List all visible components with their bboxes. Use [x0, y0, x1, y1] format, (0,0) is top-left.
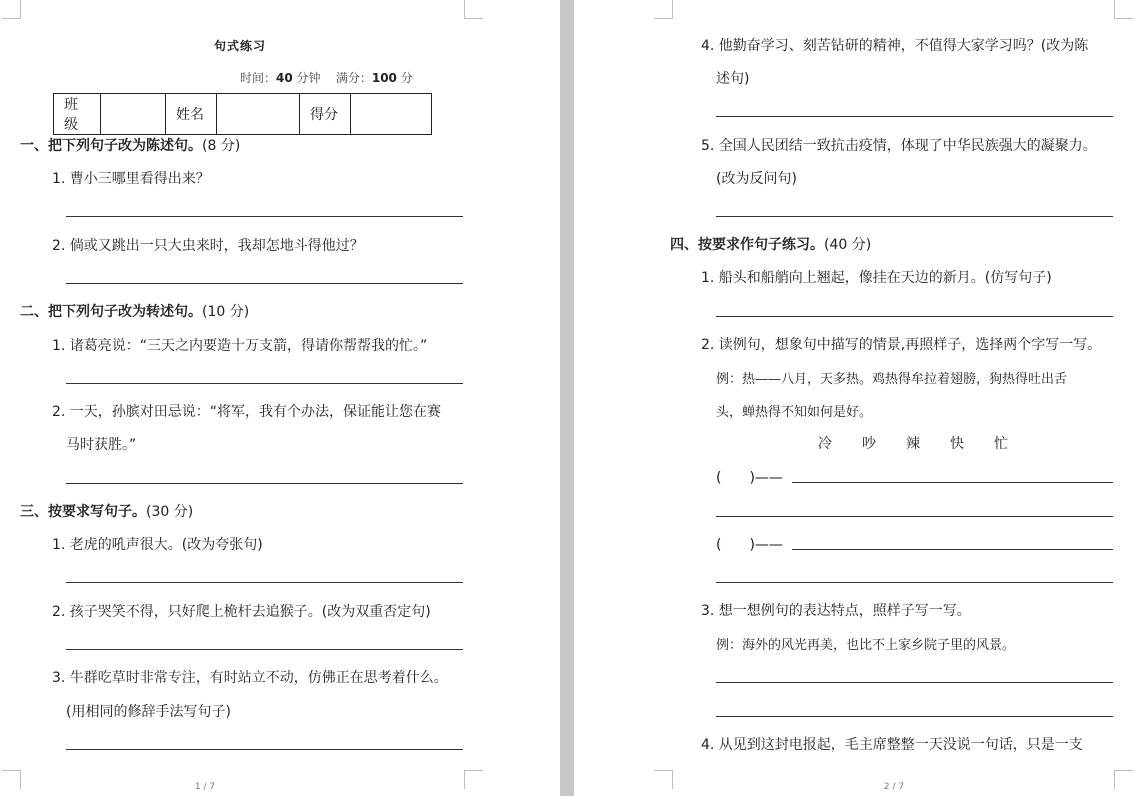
worksheet-title: 句式练习 [214, 39, 267, 53]
section-2-title: 二、把下列句子改为转述句。 [20, 304, 202, 320]
s4-q2-example-line1 [716, 368, 1067, 387]
time-label: 时间： [240, 71, 277, 85]
answer-line[interactable] [792, 549, 1113, 550]
class-field[interactable] [101, 94, 166, 135]
char-option: 吵 [862, 436, 876, 452]
score-label: 满分： [335, 71, 372, 85]
name-field[interactable] [217, 94, 300, 135]
char-option: 冷 [818, 436, 832, 452]
section-1-title: 一、把下列句子改为陈述句。 [20, 138, 202, 154]
section-2-heading [20, 301, 249, 321]
answer-line[interactable] [66, 483, 463, 484]
character-options [818, 433, 1038, 453]
answer-line[interactable] [66, 383, 463, 384]
document-page-1 [0, 0, 560, 796]
s3-question-5-line2: (改为反问句) [716, 171, 797, 187]
section-4-heading [670, 234, 871, 254]
section-4-title: 四、按要求作句子练习。 [670, 237, 824, 253]
page-number: 1 / 7 [194, 782, 216, 792]
answer-line[interactable] [66, 582, 463, 583]
s4-question-1: 1. 船头和船艄向上翘起，像挂在天边的新月。(仿写句子) [701, 270, 1052, 286]
answer-line[interactable] [66, 649, 463, 650]
name-label: 姓名 [166, 94, 217, 135]
answer-line[interactable] [66, 283, 463, 284]
answer-line[interactable] [66, 749, 463, 750]
student-info-table [53, 93, 432, 135]
score-unit: 分 [400, 71, 413, 85]
answer-line[interactable] [716, 316, 1113, 317]
answer-line[interactable] [716, 516, 1113, 517]
char-option: 辣 [906, 436, 920, 452]
example-text: 热——八月，天多热。鸡热得牟拉着翅膀，狗热得吐出舌 [742, 372, 1068, 387]
answer-line[interactable] [716, 682, 1113, 683]
document-page-2 [574, 0, 1134, 796]
s1-question-2: 2. 倘或又跳出一只大虫来时，我却怎地斗得他过？ [52, 238, 364, 254]
class-label: 班级 [54, 94, 101, 135]
section-4-points: (40 分) [824, 237, 872, 253]
s2-question-1: 1. 诸葛亮说：“三天之内要造十万支箭，得请你帮帮我的忙。” [52, 338, 428, 354]
s1-question-1: 1. 曹小三哪里看得出来？ [52, 171, 210, 187]
example-label: 例： [716, 638, 743, 653]
section-3-heading [20, 501, 193, 521]
s4-q3-example [716, 634, 1015, 653]
page-number: 2 / 7 [883, 782, 905, 792]
time-value: 40 [276, 71, 293, 85]
section-3-points: (30 分) [146, 504, 194, 520]
s2-question-2-line1: 2. 一天，孙膑对田忌说：“将军，我有个办法，保证能让您在赛 [52, 404, 442, 420]
s3-question-2: 2. 孩子哭笑不得，只好爬上桅杆去追猴子。(改为双重否定句) [52, 604, 431, 620]
s3-question-1: 1. 老虎的吼声很大。(改为夸张句) [52, 537, 263, 553]
time-unit: 分钟 [296, 71, 321, 85]
answer-line[interactable] [716, 216, 1113, 217]
char-option: 快 [950, 436, 964, 452]
time-score-info [240, 69, 413, 86]
answer-line[interactable] [66, 216, 463, 217]
s3-question-3-line2: (用相同的修辞手法写句子) [66, 704, 231, 720]
answer-line[interactable] [716, 116, 1113, 117]
crop-mark [1114, 0, 1133, 19]
char-option: 忙 [994, 436, 1008, 452]
s3-question-3-line1: 3. 牛群吃草时非常专注，有时站立不动，仿佛正在思考着什么。 [52, 670, 448, 686]
s3-question-4-line1: 4. 他勤奋学习、刻苦钻研的精神，不值得大家学习吗？(改为陈 [701, 38, 1089, 54]
blank-prefix-2: ( )—— [716, 537, 783, 553]
section-1-heading [20, 135, 240, 155]
score-value: 100 [371, 71, 397, 85]
answer-line[interactable] [716, 716, 1113, 717]
example-label: 例： [716, 372, 743, 387]
crop-mark [2, 0, 21, 19]
section-2-points: (10 分) [202, 304, 250, 320]
blank-prefix-1: ( )—— [716, 470, 783, 486]
section-1-points: (8 分) [202, 138, 241, 154]
s3-question-4-line2: 述句) [716, 71, 750, 87]
s4-q2-example-line2: 头，蝉热得不知如何是好。 [716, 405, 873, 420]
crop-mark [464, 0, 483, 19]
score-label-cell: 得分 [300, 94, 351, 135]
s4-question-3: 3. 想一想例句的表达特点，照样子写一写。 [701, 603, 971, 619]
section-3-title: 三、按要求写句子。 [20, 504, 146, 520]
crop-mark [654, 0, 673, 19]
s4-question-2: 2. 读例句，想象句中描写的情景,再照样子，选择两个字写一写。 [701, 337, 1102, 353]
answer-line[interactable] [792, 482, 1113, 483]
s2-question-2-line2: 马时获胜。” [66, 437, 137, 453]
s3-question-5-line1: 5. 全国人民团结一致抗击疫情，体现了中华民族强大的凝聚力。 [701, 138, 1097, 154]
s4-question-4-line1: 4. 从见到这封电报起，毛主席整整一天没说一句话，只是一支 [701, 737, 1083, 753]
answer-line[interactable] [716, 582, 1113, 583]
score-field[interactable] [351, 94, 432, 135]
example-text: 海外的风光再美，也比不上家乡院子里的风景。 [742, 638, 1016, 653]
